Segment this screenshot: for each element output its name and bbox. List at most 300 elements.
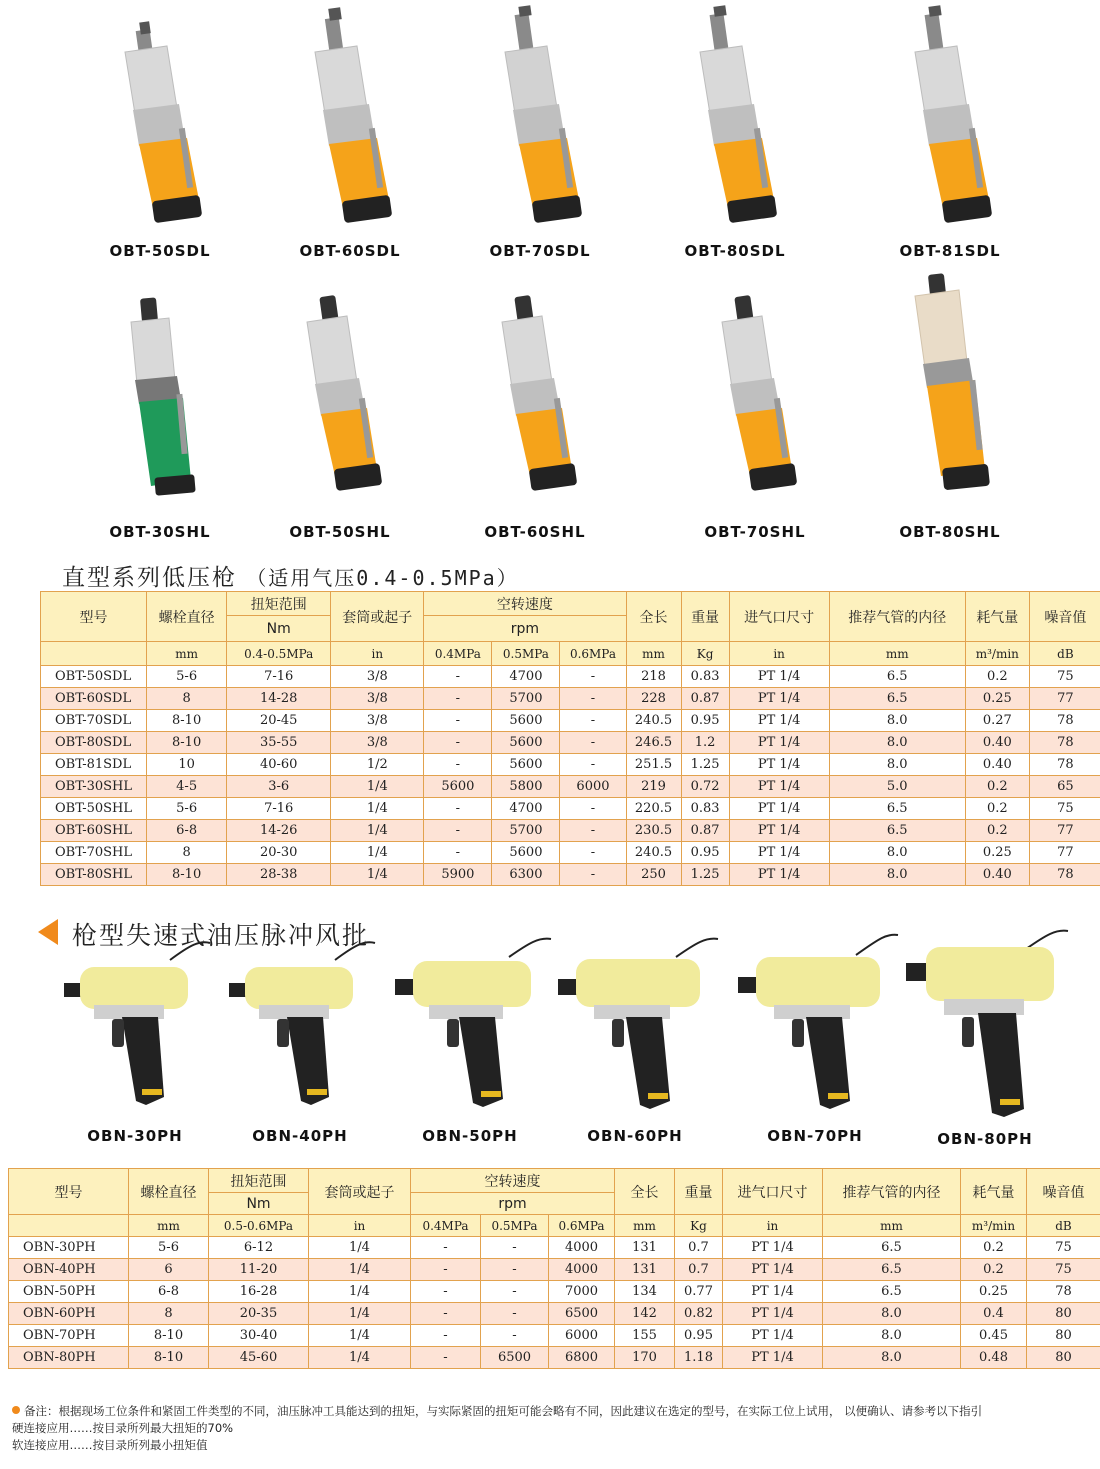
table-cell: 6.5: [823, 1237, 961, 1259]
table-cell: 7-16: [227, 798, 331, 820]
table-cell: 1/4: [309, 1303, 411, 1325]
section-title-straight: [62, 559, 519, 592]
table-cell: 45-60: [209, 1347, 309, 1369]
table-cell: 6000: [560, 776, 626, 798]
header-hose: 推荐气管的内径: [823, 1169, 961, 1215]
table-cell: PT 1/4: [729, 666, 829, 688]
table-cell: 218: [626, 666, 681, 688]
table-cell: 1/4: [309, 1259, 411, 1281]
header-bolt: 螺栓直径: [129, 1169, 209, 1215]
table-cell: PT 1/4: [729, 842, 829, 864]
unit-cell: mm: [147, 642, 227, 666]
model-label: OBN-70PH: [767, 1127, 863, 1145]
table-cell: 240.5: [626, 842, 681, 864]
table-cell: 6.5: [823, 1259, 961, 1281]
note-line-3: 软连接应用……按目录所列最小扭矩值: [12, 1438, 208, 1452]
straight-screwdriver-image: [470, 270, 600, 510]
table-cell: 0.40: [965, 732, 1029, 754]
tool-card: [375, 925, 565, 1155]
table-cell: 35-55: [227, 732, 331, 754]
model-cell: OBT-80SHL: [41, 864, 147, 886]
note-line-1: [12, 1403, 1092, 1420]
model-cell: OBT-60SHL: [41, 820, 147, 842]
table-cell: 28-38: [227, 864, 331, 886]
header-socket: 套筒或起子: [309, 1169, 411, 1215]
table-cell: 0.87: [681, 688, 729, 710]
header-speed: 空转速度: [411, 1169, 615, 1193]
table-cell: 131: [615, 1237, 675, 1259]
unit-cell: 0.4-0.5MPa: [227, 642, 331, 666]
header-noise: 噪音值: [1027, 1169, 1100, 1215]
table-cell: 77: [1029, 820, 1100, 842]
header-noise: 噪音值: [1029, 592, 1100, 642]
table-cell: -: [424, 754, 492, 776]
model-cell: OBT-50SHL: [41, 798, 147, 820]
table-cell: 78: [1029, 732, 1100, 754]
table-cell: 8.0: [823, 1303, 961, 1325]
table-cell: 6-8: [129, 1281, 209, 1303]
table-cell: 0.87: [681, 820, 729, 842]
unit-cell: m³/min: [965, 642, 1029, 666]
tool-card: [40, 925, 230, 1155]
table-cell: 8-10: [129, 1325, 209, 1347]
header-torque-unit: Nm: [227, 616, 331, 642]
unit-cell: mm: [823, 1215, 961, 1237]
table-cell: 30-40: [209, 1325, 309, 1347]
table-cell: 8: [147, 688, 227, 710]
unit-cell: in: [729, 642, 829, 666]
table-cell: 8-10: [147, 732, 227, 754]
table-cell: 80: [1027, 1325, 1100, 1347]
table-cell: -: [560, 754, 626, 776]
table-cell: 0.83: [681, 666, 729, 688]
table-cell: -: [560, 820, 626, 842]
straight-screwdriver-image: [285, 0, 415, 228]
model-cell: OBT-60SDL: [41, 688, 147, 710]
table-cell: 8.0: [823, 1347, 961, 1369]
tool-card: [845, 0, 1055, 265]
table-cell: 5-6: [147, 666, 227, 688]
table-cell: 0.2: [965, 776, 1029, 798]
table-cell: 6-12: [209, 1237, 309, 1259]
table-cell: PT 1/4: [729, 864, 829, 886]
table-cell: 1.18: [675, 1347, 723, 1369]
table-cell: 6: [129, 1259, 209, 1281]
table-cell: 1/4: [309, 1281, 411, 1303]
footnotes: [12, 1403, 1092, 1454]
header-speed: 空转速度: [424, 592, 626, 616]
table-cell: 0.40: [965, 754, 1029, 776]
table-cell: 5-6: [129, 1237, 209, 1259]
table-cell: 8.0: [829, 754, 965, 776]
unit-cell: dB: [1027, 1215, 1100, 1237]
table-cell: 7-16: [227, 666, 331, 688]
table-cell: 0.2: [965, 666, 1029, 688]
tool-card: [235, 270, 445, 550]
section-subtitle: （适用气压0.4-0.5MPa）: [246, 566, 519, 590]
table-cell: 1/4: [331, 776, 424, 798]
table-cell: -: [560, 666, 626, 688]
model-cell: OBN-60PH: [9, 1303, 129, 1325]
table-cell: PT 1/4: [729, 776, 829, 798]
table-cell: 1/2: [331, 754, 424, 776]
header-air: 耗气量: [961, 1169, 1027, 1215]
table-cell: PT 1/4: [729, 710, 829, 732]
table-cell: 8.0: [829, 864, 965, 886]
table-cell: 0.25: [961, 1281, 1027, 1303]
unit-cell: Kg: [675, 1215, 723, 1237]
table-cell: PT 1/4: [723, 1259, 823, 1281]
model-label: OBT-80SHL: [899, 523, 1001, 541]
bullet-dot-icon: [12, 1406, 20, 1414]
model-label: OBT-50SDL: [109, 242, 211, 260]
table-cell: 246.5: [626, 732, 681, 754]
tool-card: [55, 0, 265, 265]
unit-cell: dB: [1029, 642, 1100, 666]
header-model: 型号: [41, 592, 147, 642]
table-cell: 0.95: [675, 1325, 723, 1347]
table-cell: 77: [1029, 842, 1100, 864]
table-cell: 219: [626, 776, 681, 798]
table-cell: 250: [626, 864, 681, 886]
section-title-text: 枪型失速式油压脉冲风批: [72, 921, 370, 950]
table-cell: 4700: [492, 798, 560, 820]
note-text: 备注：根据现场工位条件和紧固工件类型的不同，油压脉冲工具能达到的扭矩，与实际紧固的扭矩可能会略有不同，因此建议在选定的型号，在实际工位上试用， 以便确认、请参考以下指引: [24, 1404, 983, 1418]
tool-card: [435, 0, 645, 265]
tool-card: [430, 270, 640, 550]
table-cell: PT 1/4: [729, 754, 829, 776]
table-cell: 5600: [424, 776, 492, 798]
table-row: [9, 1347, 1100, 1369]
table-cell: 0.82: [675, 1303, 723, 1325]
unit-cell: 0.6MPa: [560, 642, 626, 666]
table-cell: 14-28: [227, 688, 331, 710]
model-cell: OBT-30SHL: [41, 776, 147, 798]
table-row: [41, 864, 1100, 886]
model-label: OBN-40PH: [252, 1127, 348, 1145]
model-label: OBN-60PH: [587, 1127, 683, 1145]
table-cell: 80: [1027, 1303, 1100, 1325]
table-cell: 20-30: [227, 842, 331, 864]
tool-card: [205, 925, 395, 1155]
table-row: [41, 710, 1100, 732]
table2-body: [9, 1237, 1100, 1369]
table-cell: 240.5: [626, 710, 681, 732]
straight-tools-row-1: [0, 0, 1100, 265]
table-cell: 4700: [492, 666, 560, 688]
table-cell: 8-10: [147, 710, 227, 732]
table-cell: 0.77: [675, 1281, 723, 1303]
table-cell: 6.5: [829, 798, 965, 820]
table-cell: 0.2: [961, 1237, 1027, 1259]
table-row: [41, 732, 1100, 754]
model-label: OBT-60SDL: [299, 242, 401, 260]
table-cell: 8.0: [829, 842, 965, 864]
table-cell: 3/8: [331, 666, 424, 688]
table-cell: 8.0: [829, 732, 965, 754]
table-cell: 0.72: [681, 776, 729, 798]
table1-body: [41, 666, 1100, 886]
table-cell: -: [424, 710, 492, 732]
unit-cell: mm: [615, 1215, 675, 1237]
table-cell: 6.5: [823, 1281, 961, 1303]
table-row: [9, 1281, 1100, 1303]
table-cell: -: [560, 710, 626, 732]
model-cell: OBT-70SDL: [41, 710, 147, 732]
table-cell: 6.5: [829, 688, 965, 710]
table-cell: -: [560, 732, 626, 754]
table-cell: -: [481, 1303, 549, 1325]
table-cell: -: [424, 820, 492, 842]
table-cell: -: [481, 1281, 549, 1303]
tool-card: [845, 270, 1055, 550]
straight-screwdriver-image: [475, 0, 605, 228]
table-cell: 220.5: [626, 798, 681, 820]
model-label: OBT-70SHL: [704, 523, 806, 541]
table-cell: 75: [1029, 798, 1100, 820]
table-row: [9, 1325, 1100, 1347]
table-cell: 8.0: [823, 1325, 961, 1347]
header-model: 型号: [9, 1169, 129, 1215]
pistol-screwdriver-image: [730, 925, 900, 1120]
table-cell: 6300: [492, 864, 560, 886]
table-cell: 5700: [492, 820, 560, 842]
straight-screwdriver-image: [95, 270, 225, 510]
unit-cell: 0.4MPa: [424, 642, 492, 666]
table-cell: 40-60: [227, 754, 331, 776]
model-cell: OBN-50PH: [9, 1281, 129, 1303]
table-cell: PT 1/4: [723, 1347, 823, 1369]
table-cell: 8: [129, 1303, 209, 1325]
model-cell: OBT-50SDL: [41, 666, 147, 688]
model-label: OBN-80PH: [937, 1130, 1033, 1148]
table-row: [9, 1259, 1100, 1281]
straight-tools-row-2: [0, 270, 1100, 550]
table-cell: 6000: [549, 1325, 615, 1347]
header-weight: 重量: [681, 592, 729, 642]
table-cell: 1/4: [309, 1325, 411, 1347]
header-row: [41, 592, 1100, 616]
table-cell: 16-28: [209, 1281, 309, 1303]
table-cell: 0.7: [675, 1259, 723, 1281]
table-cell: 0.95: [681, 842, 729, 864]
table-cell: 0.27: [965, 710, 1029, 732]
unit-cell: in: [723, 1215, 823, 1237]
gun-tools-row: [0, 925, 1100, 1155]
table-cell: PT 1/4: [723, 1281, 823, 1303]
tool-card: [890, 925, 1080, 1155]
table-cell: 3/8: [331, 710, 424, 732]
table-cell: -: [481, 1259, 549, 1281]
table-cell: 3/8: [331, 688, 424, 710]
header-air: 耗气量: [965, 592, 1029, 642]
table-cell: 228: [626, 688, 681, 710]
tool-card: [720, 925, 910, 1155]
table-cell: 20-35: [209, 1303, 309, 1325]
straight-screwdriver-image: [670, 0, 800, 228]
table-cell: 131: [615, 1259, 675, 1281]
table-cell: 14-26: [227, 820, 331, 842]
header-socket: 套筒或起子: [331, 592, 424, 642]
model-label: OBT-81SDL: [899, 242, 1001, 260]
unit-cell: [41, 642, 147, 666]
table-cell: 0.95: [681, 710, 729, 732]
table-row: [9, 1237, 1100, 1259]
table-cell: 0.48: [961, 1347, 1027, 1369]
straight-screwdriver-image: [885, 0, 1015, 228]
model-cell: OBT-81SDL: [41, 754, 147, 776]
table-cell: 1/4: [309, 1347, 411, 1369]
table-cell: PT 1/4: [723, 1303, 823, 1325]
unit-cell: m³/min: [961, 1215, 1027, 1237]
table-cell: 0.25: [965, 688, 1029, 710]
table-cell: 80: [1027, 1347, 1100, 1369]
table-cell: PT 1/4: [729, 732, 829, 754]
model-label: OBN-30PH: [87, 1127, 183, 1145]
header-length: 全长: [615, 1169, 675, 1215]
model-label: OBT-60SHL: [484, 523, 586, 541]
unit-cell: mm: [829, 642, 965, 666]
table-cell: 1/4: [331, 864, 424, 886]
table-cell: 6-8: [147, 820, 227, 842]
table-cell: -: [424, 842, 492, 864]
unit-cell: mm: [626, 642, 681, 666]
pistol-screwdriver-image: [50, 925, 220, 1120]
table-row: [41, 820, 1100, 842]
table-row: [41, 798, 1100, 820]
table-cell: 1.25: [681, 864, 729, 886]
model-cell: OBN-40PH: [9, 1259, 129, 1281]
table-cell: 0.25: [965, 842, 1029, 864]
table-row: [41, 754, 1100, 776]
table-cell: 5.0: [829, 776, 965, 798]
table-cell: -: [481, 1237, 549, 1259]
table-cell: 1/4: [331, 798, 424, 820]
table-cell: 8-10: [129, 1347, 209, 1369]
table-cell: -: [424, 732, 492, 754]
straight-screwdriver-image: [690, 270, 820, 510]
tool-card: [630, 0, 840, 265]
table-cell: 3-6: [227, 776, 331, 798]
table-cell: 7000: [549, 1281, 615, 1303]
table-cell: -: [411, 1281, 481, 1303]
table-cell: -: [424, 666, 492, 688]
model-cell: OBN-80PH: [9, 1347, 129, 1369]
pistol-screwdriver-image: [550, 925, 720, 1120]
unit-cell: 0.4MPa: [411, 1215, 481, 1237]
model-label: OBT-50SHL: [289, 523, 391, 541]
table-cell: -: [411, 1303, 481, 1325]
table-cell: 0.4: [961, 1303, 1027, 1325]
pistol-screwdriver-image: [900, 925, 1070, 1120]
header-speed-unit: rpm: [411, 1193, 615, 1215]
table-cell: 0.83: [681, 798, 729, 820]
unit-cell: [9, 1215, 129, 1237]
table-cell: PT 1/4: [723, 1325, 823, 1347]
table-cell: 78: [1029, 710, 1100, 732]
table-cell: 5600: [492, 732, 560, 754]
note-line-2: 硬连接应用……按目录所列最大扭矩的70%: [12, 1421, 234, 1435]
table-cell: -: [424, 688, 492, 710]
tool-card: [245, 0, 455, 265]
table-cell: 6500: [481, 1347, 549, 1369]
table-cell: 1/4: [309, 1237, 411, 1259]
header-speed-unit: rpm: [424, 616, 626, 642]
model-label: OBN-50PH: [422, 1127, 518, 1145]
header-torque: 扭矩范围: [227, 592, 331, 616]
table-cell: 0.2: [961, 1259, 1027, 1281]
unit-cell: in: [309, 1215, 411, 1237]
table-cell: 0.40: [965, 864, 1029, 886]
table-cell: 6.5: [829, 666, 965, 688]
table-cell: 8-10: [147, 864, 227, 886]
table-row: [41, 688, 1100, 710]
header-hose: 推荐气管的内径: [829, 592, 965, 642]
table-row: [41, 776, 1100, 798]
unit-cell: 0.5-0.6MPa: [209, 1215, 309, 1237]
table-cell: 75: [1027, 1237, 1100, 1259]
table-cell: PT 1/4: [723, 1237, 823, 1259]
table-cell: 8.0: [829, 710, 965, 732]
table-cell: 6.5: [829, 820, 965, 842]
straight-screwdriver-image: [95, 0, 225, 228]
table-cell: -: [560, 842, 626, 864]
table-row: [41, 842, 1100, 864]
header-row: [9, 1169, 1100, 1193]
table-cell: PT 1/4: [729, 688, 829, 710]
unit-cell: mm: [129, 1215, 209, 1237]
header-inlet: 进气口尺寸: [729, 592, 829, 642]
section-title-text: 直型系列低压枪: [62, 565, 237, 591]
tool-card: [55, 270, 265, 550]
model-label: OBT-70SDL: [489, 242, 591, 260]
table-cell: 6800: [549, 1347, 615, 1369]
header-torque-unit: Nm: [209, 1193, 309, 1215]
table-cell: 5600: [492, 754, 560, 776]
table-cell: 78: [1027, 1281, 1100, 1303]
spec-table-gun: [8, 1168, 1100, 1369]
table-cell: 230.5: [626, 820, 681, 842]
table-cell: 5900: [424, 864, 492, 886]
tool-card: [650, 270, 860, 550]
table-cell: 5800: [492, 776, 560, 798]
table-cell: 5600: [492, 710, 560, 732]
table-cell: PT 1/4: [729, 798, 829, 820]
table-cell: -: [411, 1237, 481, 1259]
unit-cell: in: [331, 642, 424, 666]
table-cell: PT 1/4: [729, 820, 829, 842]
table-cell: 4000: [549, 1259, 615, 1281]
model-cell: OBT-70SHL: [41, 842, 147, 864]
table-cell: 0.45: [961, 1325, 1027, 1347]
table-cell: 0.7: [675, 1237, 723, 1259]
table-cell: 4000: [549, 1237, 615, 1259]
table-cell: 78: [1029, 754, 1100, 776]
table-cell: -: [424, 798, 492, 820]
table-cell: -: [560, 864, 626, 886]
unit-cell: 0.5MPa: [481, 1215, 549, 1237]
table-cell: 75: [1027, 1259, 1100, 1281]
model-label: OBT-80SDL: [684, 242, 786, 260]
table-cell: 1.25: [681, 754, 729, 776]
header-weight: 重量: [675, 1169, 723, 1215]
pistol-screwdriver-image: [215, 925, 385, 1120]
table-cell: 170: [615, 1347, 675, 1369]
table-cell: 65: [1029, 776, 1100, 798]
table-cell: -: [411, 1259, 481, 1281]
pistol-screwdriver-image: [385, 925, 555, 1120]
table-cell: 6500: [549, 1303, 615, 1325]
